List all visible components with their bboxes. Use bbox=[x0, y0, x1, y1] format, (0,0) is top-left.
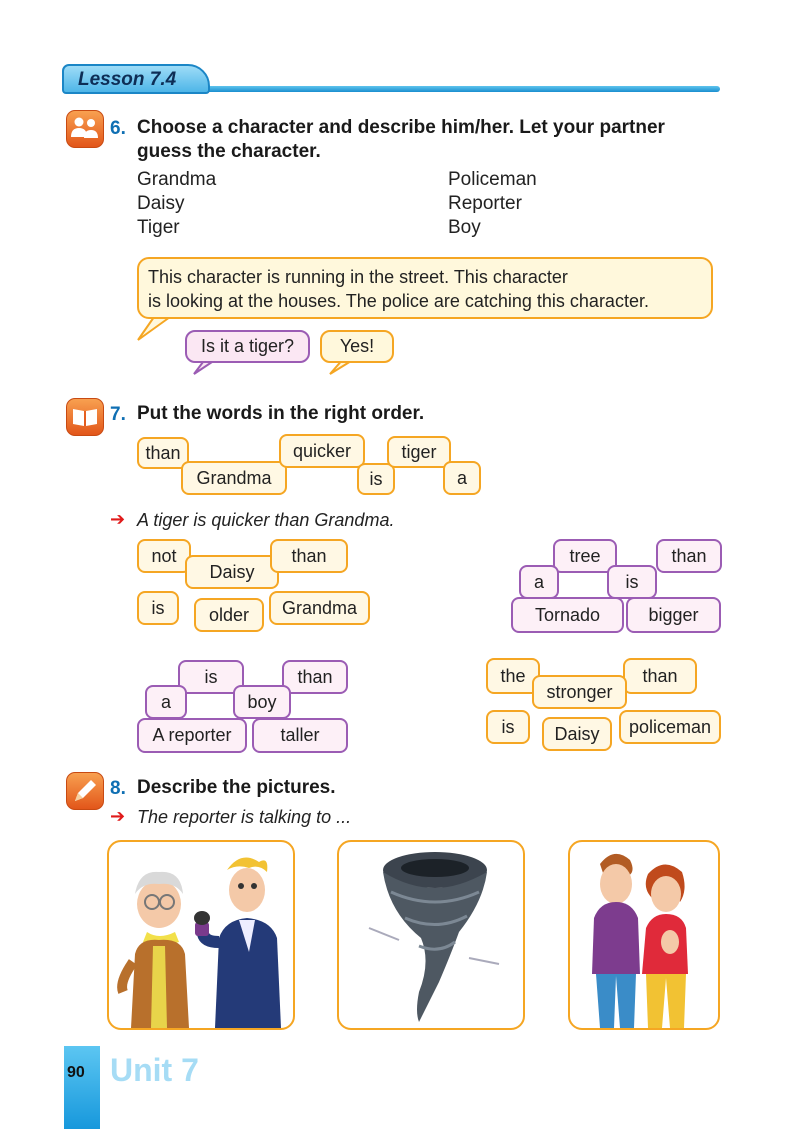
unit-title: Unit 7 bbox=[110, 1052, 199, 1088]
word-card: than bbox=[137, 437, 189, 469]
word-card: than bbox=[282, 660, 348, 694]
page-number: 90 bbox=[67, 1064, 85, 1081]
word-card: is bbox=[178, 660, 244, 694]
footer-block bbox=[64, 1046, 100, 1129]
character-grandma: Grandma bbox=[137, 169, 217, 190]
task7-example: A tiger is quicker than Grandma. bbox=[137, 510, 395, 530]
word-card: bigger bbox=[626, 597, 721, 633]
picture-boy-girl bbox=[568, 840, 720, 1030]
task7-number: 7. bbox=[110, 404, 126, 425]
word-card: Grandma bbox=[269, 591, 370, 625]
task6-title-line2: guess the character. bbox=[137, 141, 321, 162]
character-boy: Boy bbox=[448, 217, 481, 238]
word-card: stronger bbox=[532, 675, 627, 709]
task8-title: Describe the pictures. bbox=[137, 777, 336, 798]
word-card: is bbox=[486, 710, 530, 744]
word-card: A reporter bbox=[137, 718, 247, 753]
description-bubble bbox=[137, 257, 713, 319]
arrow-icon: ➔ bbox=[110, 509, 126, 529]
answer-bubble: Yes! bbox=[320, 330, 394, 363]
word-card: a bbox=[519, 565, 559, 599]
task8-example: The reporter is talking to ... bbox=[137, 807, 352, 827]
pencil-icon bbox=[66, 772, 104, 810]
character-daisy: Daisy bbox=[137, 193, 185, 214]
word-card: is bbox=[607, 565, 657, 599]
book-icon bbox=[66, 398, 104, 436]
word-card: tree bbox=[553, 539, 617, 573]
bubble-line2: is looking at the houses. The police are catching this character. bbox=[148, 291, 649, 311]
arrow-icon: ➔ bbox=[110, 806, 126, 826]
lesson-title: Lesson 7.4 bbox=[78, 69, 177, 90]
word-card: is bbox=[137, 591, 179, 625]
word-card: than bbox=[623, 658, 697, 694]
character-policeman: Policeman bbox=[448, 169, 537, 190]
word-card: tiger bbox=[387, 436, 451, 468]
lesson-tab bbox=[62, 64, 210, 94]
task8-number: 8. bbox=[110, 778, 126, 799]
word-card: than bbox=[656, 539, 722, 573]
word-card: taller bbox=[252, 718, 348, 753]
word-card: older bbox=[194, 598, 264, 632]
word-card: Tornado bbox=[511, 597, 624, 633]
pair-work-icon bbox=[66, 110, 104, 148]
task7-title: Put the words in the right order. bbox=[137, 403, 425, 424]
word-card: a bbox=[145, 685, 187, 719]
bubble-line1: This character is running in the street. This character bbox=[148, 267, 568, 287]
word-card: not bbox=[137, 539, 191, 573]
word-card: a bbox=[443, 461, 481, 495]
word-card: Daisy bbox=[185, 555, 279, 589]
word-card: Grandma bbox=[181, 461, 287, 495]
character-tiger: Tiger bbox=[137, 217, 180, 238]
word-card: than bbox=[270, 539, 348, 573]
word-card: quicker bbox=[279, 434, 365, 468]
word-card: is bbox=[357, 463, 395, 495]
word-card: Daisy bbox=[542, 717, 612, 751]
task6-number: 6. bbox=[110, 118, 126, 139]
picture-tornado bbox=[337, 840, 525, 1030]
word-card: policeman bbox=[619, 710, 721, 744]
picture-grandma-reporter bbox=[107, 840, 295, 1030]
word-card: boy bbox=[233, 685, 291, 719]
question-bubble: Is it a tiger? bbox=[185, 330, 310, 363]
word-card: the bbox=[486, 658, 540, 694]
task6-title-line1: Choose a character and describe him/her. Let your partner bbox=[137, 117, 665, 138]
character-reporter: Reporter bbox=[448, 193, 522, 214]
